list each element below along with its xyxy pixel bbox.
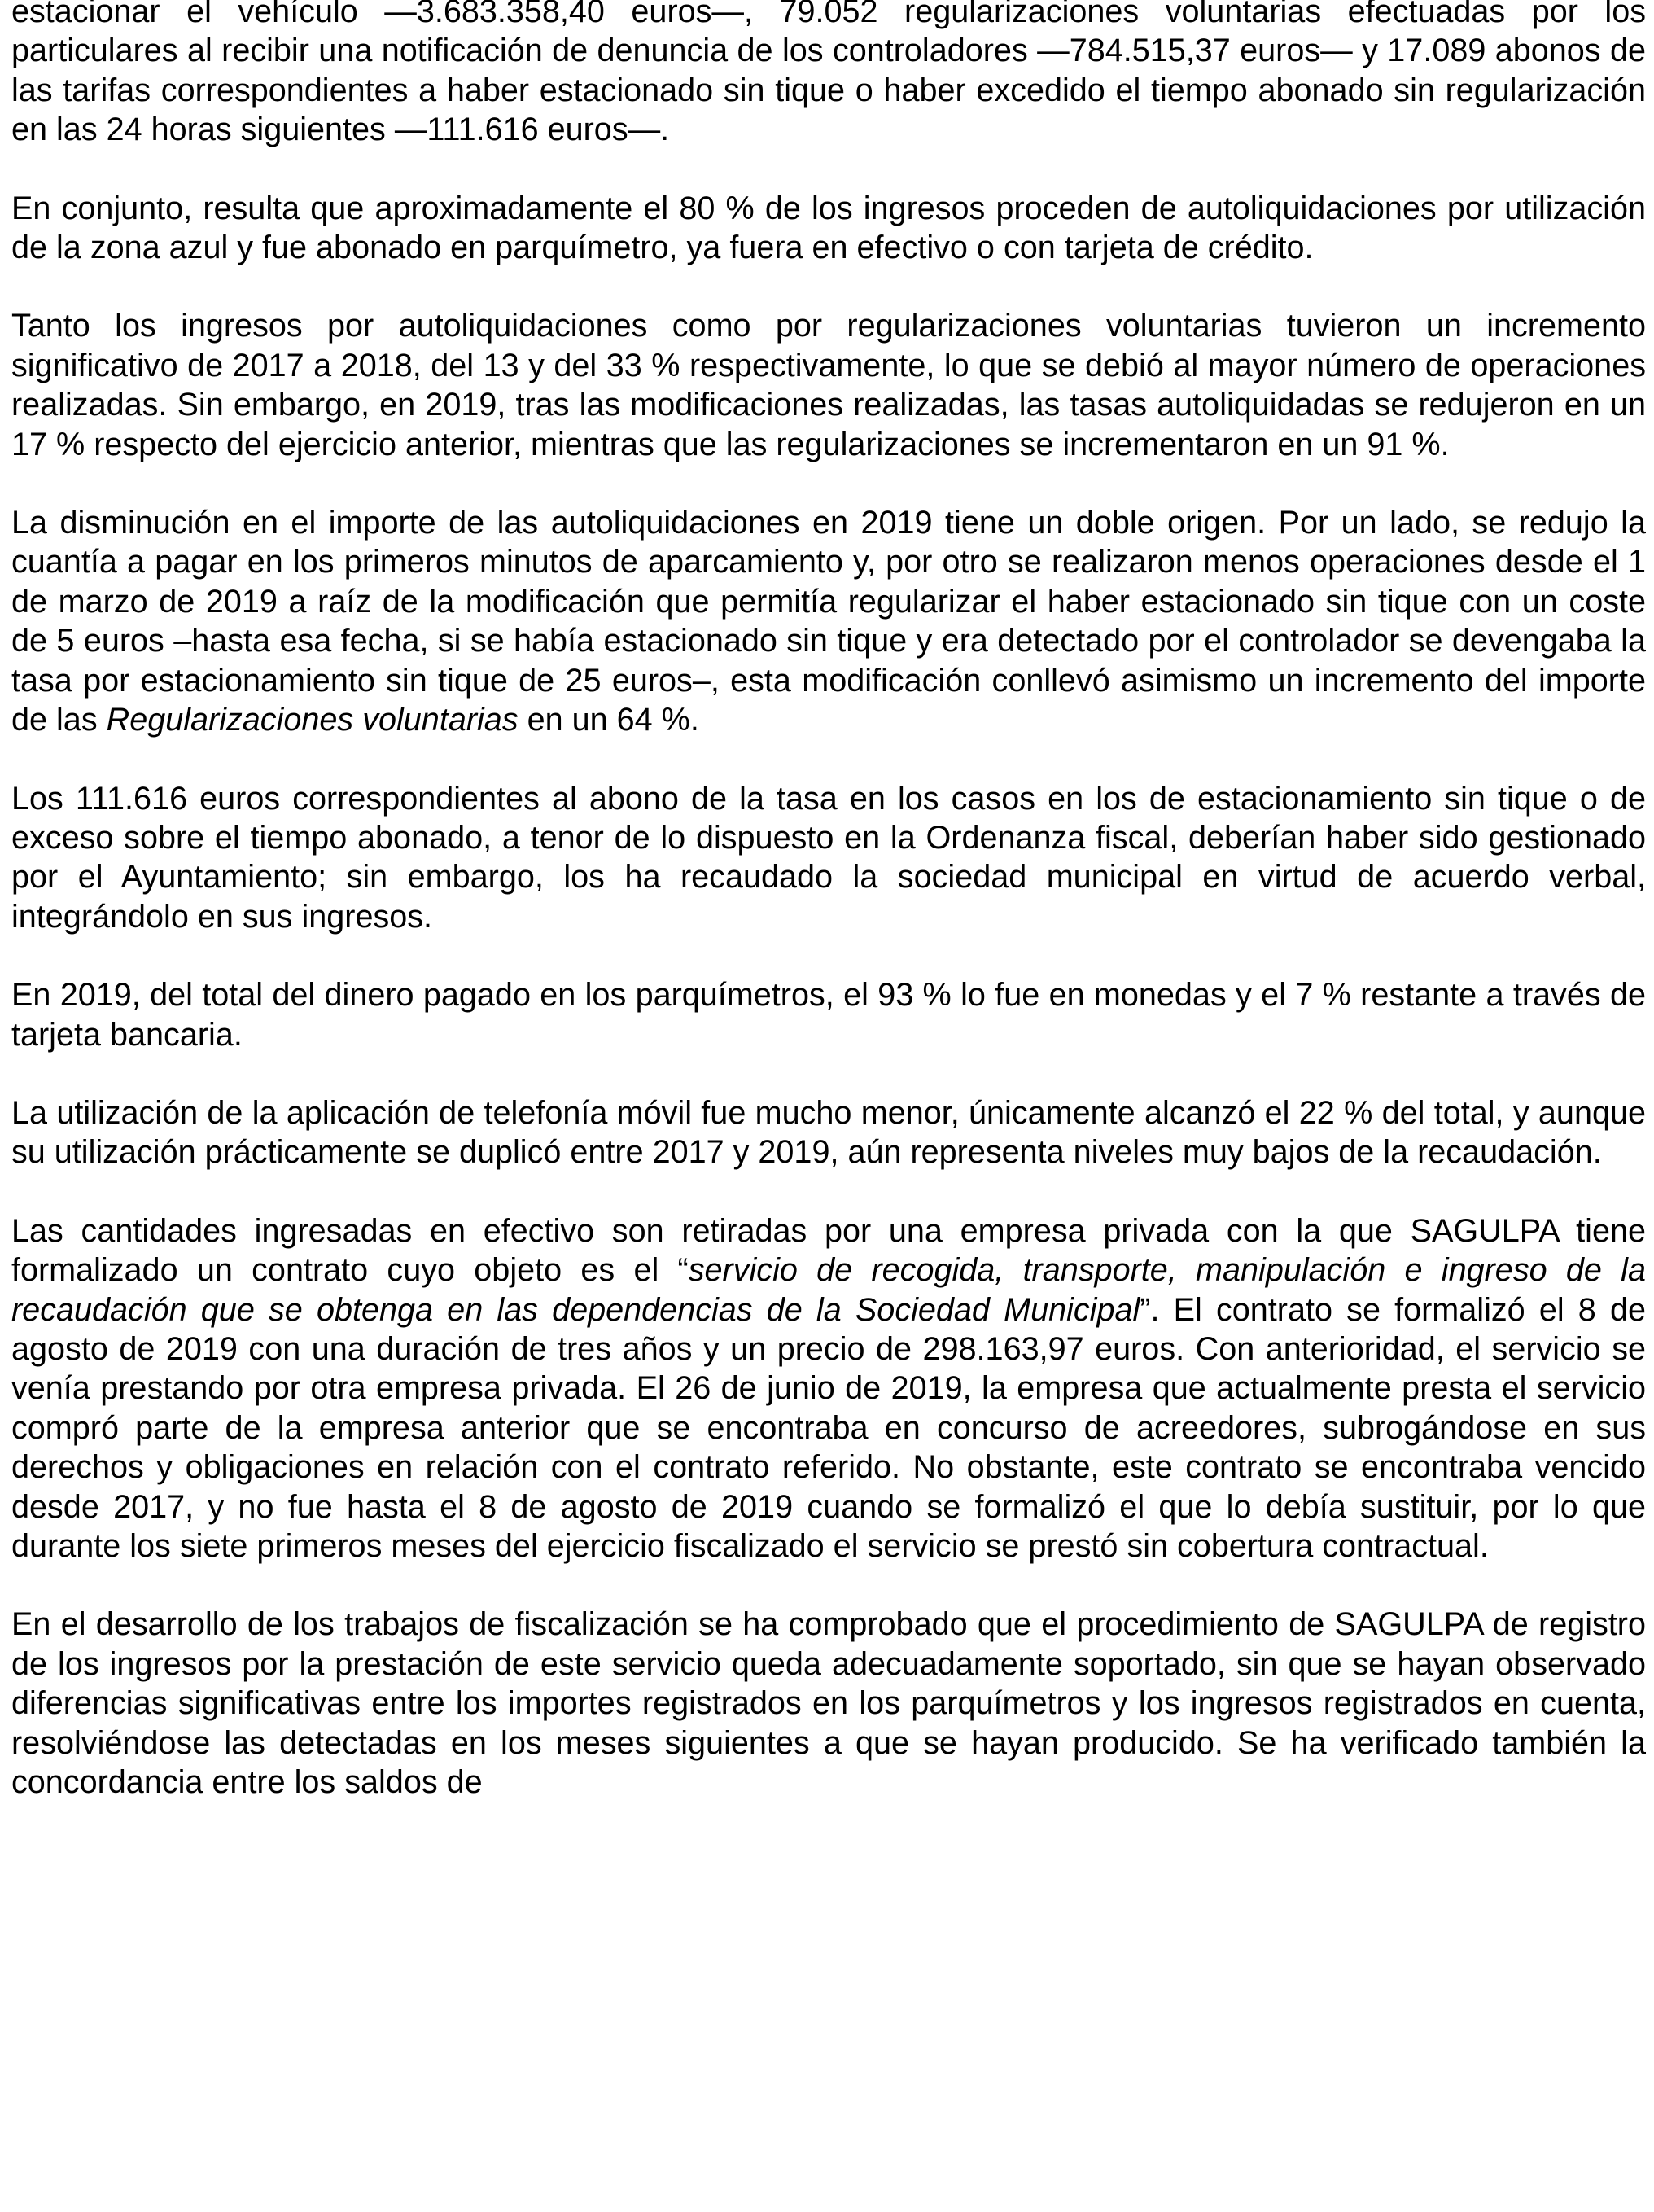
paragraph-3 [11,306,1646,464]
paragraph-4-text-end: en un 64 %. [518,702,699,738]
paragraph-8-text-end: ”. El contrato se formalizó el 8 de agosto de 2019 con una duración de tres años y un precio de 298.163,97 euros. Con anterioridad, el servicio se venía prestando por otra empresa privada. El 26 de junio de 2019, la empresa que actualmente presta el servicio compró parte de la empresa anterior que se encontraba en concurso de acreedores, subrogándose en sus derechos y obligaciones en relación con el contrato referido. No obstante, este contrato se encontraba vencido desde 2017, y no fue hasta el 8 de agosto de 2019 cuando se formalizó el que lo debía sustituir, por lo que durante los siete primeros meses del ejercicio fiscalizado el servicio se prestó sin cobertura contractual. [11,1291,1646,1564]
paragraph-7 [11,1093,1646,1172]
paragraph-8 [11,1211,1646,1566]
paragraph-7-text: La utilización de la aplicación de telefonía móvil fue mucho menor, únicamente alcanzó el 22 % del total, y aunque su utilización prácticamente se duplicó entre 2017 y 2019, aún representa niveles muy bajos de la recaudación. [11,1094,1646,1171]
paragraph-1-text: estacionar el vehículo —3.683.358,40 euros—, 79.052 regularizaciones voluntarias efectuadas por los particulares al recibir una notificación de denuncia de los controladores —784.515,37 euros— y 17.089 abonos de las tarifas correspondientes a haber estacionado sin tique o haber excedido el tiempo abonado sin regularización en las 24 horas siguientes —111.616 euros—. [11,0,1646,148]
paragraph-4-italic-term: Regularizaciones voluntarias [106,702,519,738]
paragraph-5-text: Los 111.616 euros correspondientes al abono de la tasa en los casos en los de estacionamiento sin tique o de exceso sobre el tiempo abonado, a tenor de lo dispuesto en la Ordenanza fiscal, deberían haber sido gestionado por el Ayuntamiento; sin embargo, los ha recaudado la sociedad municipal en virtud de acuerdo verbal, integrándolo en sus ingresos. [11,780,1646,935]
paragraph-6-text: En 2019, del total del dinero pagado en los parquímetros, el 93 % lo fue en monedas y el 7 % restante a través de tarjeta bancaria. [11,977,1646,1053]
paragraph-1 [11,0,1646,150]
paragraph-4 [11,503,1646,739]
paragraph-3-text: Tanto los ingresos por autoliquidaciones como por regularizaciones voluntarias tuvieron un incremento significativo de 2017 a 2018, del 13 y del 33 % respectivamente, lo que se debió al mayor número de operaciones realizadas. Sin embargo, en 2019, tras las modificaciones realizadas, las tasas autoliquidadas se redujeron en un 17 % respecto del ejercicio anterior, mientras que las regularizaciones se incrementaron en un 91 %. [11,308,1646,462]
paragraph-6 [11,975,1646,1054]
paragraph-9 [11,1605,1646,1802]
paragraph-8-text: Las cantidades ingresadas en efectivo son retiradas por una empresa privada con la que SAGULPA tiene formalizado un contrato cuyo objeto es el “ [11,1212,1646,1289]
paragraph-2 [11,189,1646,268]
paragraph-5 [11,779,1646,937]
document-page [11,0,1646,1841]
paragraph-4-text: La disminución en el importe de las autoliquidaciones en 2019 tiene un doble origen. Por un lado, se redujo la cuantía a pagar en los primeros minutos de aparcamiento y, por otro se realizaron menos operaciones desde el 1 de marzo de 2019 a raíz de la modificación que permitía regularizar el haber estacionado sin tique con un coste de 5 euros –hasta esa fecha, si se había estacionado sin tique y era detectado por el controlador se devengaba la tasa por estacionamiento sin tique de 25 euros–, esta modificación conllevó asimismo un incremento del importe de las [11,505,1646,738]
paragraph-8-italic-quote: servicio de recogida, transporte, manipulación e ingreso de la recaudación que se obtenga en las dependencias de la Sociedad Municipal [11,1252,1646,1328]
paragraph-9-text: En el desarrollo de los trabajos de fiscalización se ha comprobado que el procedimiento de SAGULPA de registro de los ingresos por la prestación de este servicio queda adecuadamente soportado, sin que se hayan observado diferencias significativas entre los importes registrados en los parquímetros y los ingresos registrados en cuenta, resolviéndose las detectadas en los meses siguientes a que se hayan producido. Se ha verificado también la concordancia entre los saldos de [11,1606,1646,1801]
paragraph-2-text: En conjunto, resulta que aproximadamente el 80 % de los ingresos proceden de autoliquidaciones por utilización de la zona azul y fue abonado en parquímetro, ya fuera en efectivo o con tarjeta de crédito. [11,190,1646,266]
